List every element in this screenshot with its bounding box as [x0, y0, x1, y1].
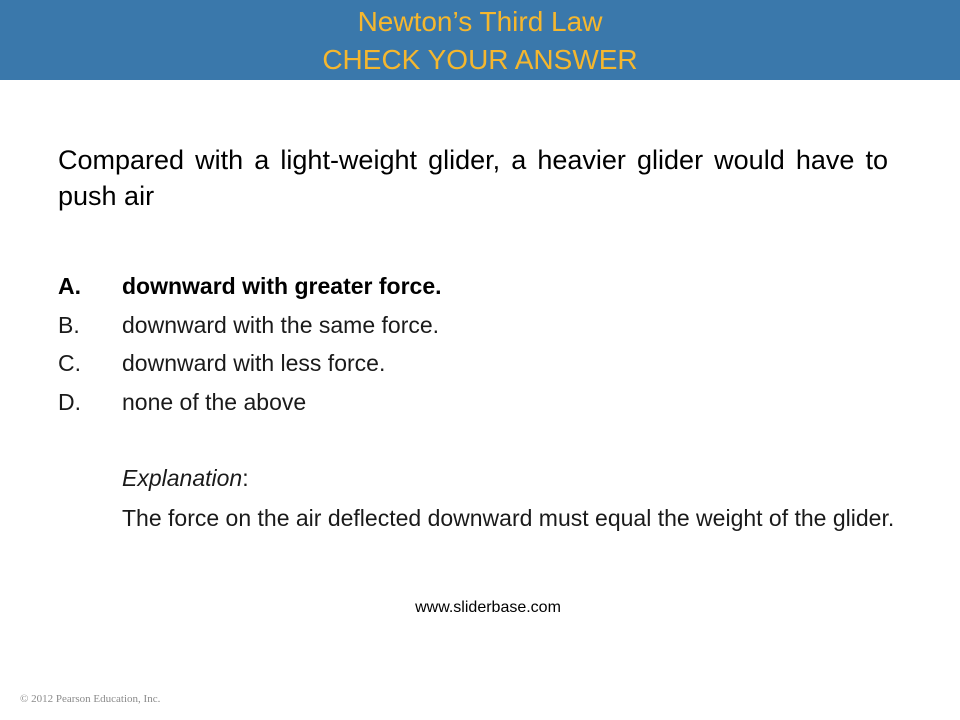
- website-watermark: www.sliderbase.com: [415, 599, 561, 616]
- option-text: none of the above: [122, 389, 307, 415]
- option-letter: D.: [58, 389, 81, 415]
- title-banner: [0, 0, 960, 80]
- explanation-label: [122, 464, 249, 492]
- copyright-notice: © 2012 Pearson Education, Inc.: [20, 693, 161, 705]
- option-d: [58, 388, 918, 416]
- option-a: [58, 272, 918, 300]
- explanation-text: The force on the air deflected downward must equal the weight of the glider.: [122, 505, 895, 531]
- option-letter: B.: [58, 312, 80, 338]
- option-text: downward with the same force.: [122, 312, 440, 338]
- explanation-label-text: Explanation: [122, 465, 243, 491]
- explanation-label-colon: :: [242, 465, 249, 491]
- question-text: Compared with a light-weight glider, a heavier glider would have to push air: [58, 145, 888, 211]
- option-letter: C.: [58, 350, 81, 376]
- option-b: [58, 311, 918, 339]
- option-text: downward with less force.: [122, 350, 386, 376]
- slide-subtitle: CHECK YOUR ANSWER: [322, 44, 638, 75]
- option-text: downward with greater force.: [122, 273, 442, 299]
- option-c: [58, 349, 918, 377]
- slide-title: Newton’s Third Law: [357, 6, 603, 37]
- option-letter: A.: [58, 273, 81, 299]
